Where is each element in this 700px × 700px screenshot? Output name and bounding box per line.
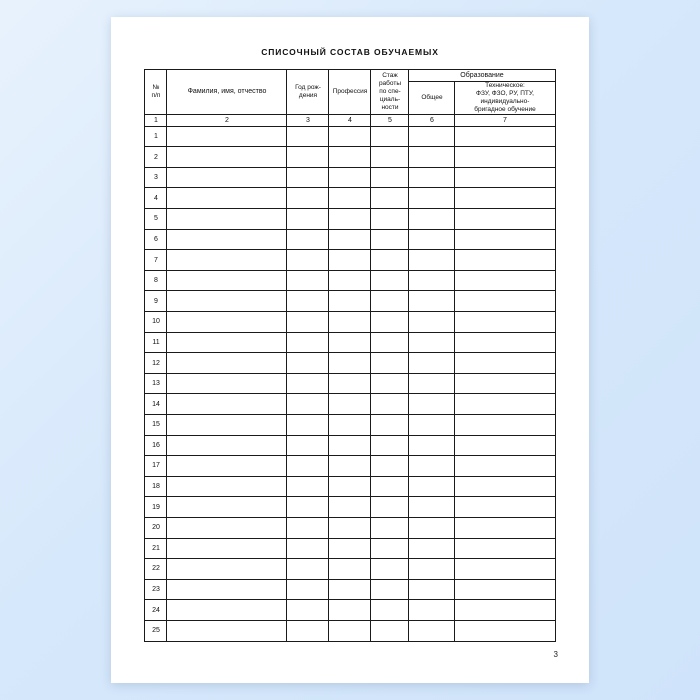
column-number-3: 3 [287,114,329,126]
cell-education-general[interactable] [409,373,455,394]
cell-birthyear[interactable] [287,332,329,353]
cell-fullname[interactable] [167,600,287,621]
cell-birthyear[interactable] [287,600,329,621]
cell-profession[interactable] [329,167,371,188]
cell-birthyear[interactable] [287,435,329,456]
cell-birthyear[interactable] [287,270,329,291]
table-row [145,353,555,374]
cell-education-general[interactable] [409,312,455,333]
students-register-table [144,69,555,642]
cell-profession[interactable] [329,126,371,147]
cell-birthyear[interactable] [287,394,329,415]
cell-education-technical[interactable] [455,291,555,312]
table-row [145,497,555,518]
cell-profession[interactable] [329,312,371,333]
cell-experience[interactable] [371,209,409,230]
table-body [145,126,555,641]
cell-experience[interactable] [371,373,409,394]
col-header-number [145,70,167,115]
col-header-number-line2: п/п [151,91,161,99]
cell-birthyear[interactable] [287,188,329,209]
cell-education-technical[interactable] [455,476,555,497]
cell-education-technical[interactable] [455,538,555,559]
cell-row-number: 5 [145,209,167,230]
cell-experience[interactable] [371,538,409,559]
cell-profession[interactable] [329,188,371,209]
cell-fullname[interactable] [167,415,287,436]
cell-education-technical[interactable] [455,456,555,477]
cell-experience[interactable] [371,291,409,312]
cell-experience[interactable] [371,579,409,600]
table-header-row-group [145,70,555,82]
cell-experience[interactable] [371,559,409,580]
cell-experience[interactable] [371,312,409,333]
table-row [145,415,555,436]
cell-education-general[interactable] [409,126,455,147]
cell-education-technical[interactable] [455,579,555,600]
cell-row-number: 6 [145,229,167,250]
cell-birthyear[interactable] [287,167,329,188]
cell-education-general[interactable] [409,270,455,291]
cell-education-general[interactable] [409,435,455,456]
cell-education-technical[interactable] [455,415,555,436]
col-header-technical-line1: Техническое: [485,82,525,89]
page-title: СПИСОЧНЫЙ СОСТАВ ОБУЧАЕМЫХ [261,47,439,57]
cell-education-technical[interactable] [455,373,555,394]
cell-row-number: 2 [145,147,167,168]
cell-education-technical[interactable] [455,435,555,456]
col-header-experience-line5: ности [381,103,399,111]
table-row [145,291,555,312]
cell-fullname[interactable] [167,579,287,600]
cell-birthyear[interactable] [287,456,329,477]
cell-birthyear[interactable] [287,517,329,538]
cell-profession[interactable] [329,373,371,394]
cell-fullname[interactable] [167,517,287,538]
table-row [145,456,555,477]
cell-education-technical[interactable] [455,250,555,271]
cell-education-general[interactable] [409,250,455,271]
cell-row-number: 14 [145,394,167,415]
cell-fullname[interactable] [167,497,287,518]
cell-profession[interactable] [329,291,371,312]
cell-education-general[interactable] [409,559,455,580]
cell-experience[interactable] [371,476,409,497]
col-header-education-general: Общее [409,82,455,115]
cell-row-number: 19 [145,497,167,518]
cell-experience[interactable] [371,394,409,415]
table-row [145,188,555,209]
document-page [111,17,589,683]
cell-profession[interactable] [329,394,371,415]
table-row [145,517,555,538]
cell-birthyear[interactable] [287,579,329,600]
col-header-experience [371,70,409,115]
col-header-number-line1: № [152,83,160,91]
table-row [145,209,555,230]
cell-profession[interactable] [329,209,371,230]
cell-education-technical[interactable] [455,167,555,188]
column-number-row [145,114,555,126]
cell-experience[interactable] [371,250,409,271]
col-header-experience-line1: Стаж [382,72,398,80]
table-row [145,250,555,271]
cell-profession[interactable] [329,579,371,600]
cell-fullname[interactable] [167,167,287,188]
cell-education-technical[interactable] [455,497,555,518]
cell-profession[interactable] [329,353,371,374]
cell-profession[interactable] [329,538,371,559]
cell-fullname[interactable] [167,270,287,291]
cell-fullname[interactable] [167,126,287,147]
column-number-5: 5 [371,114,409,126]
cell-birthyear[interactable] [287,476,329,497]
cell-fullname[interactable] [167,188,287,209]
cell-profession[interactable] [329,476,371,497]
cell-profession[interactable] [329,270,371,291]
cell-fullname[interactable] [167,456,287,477]
cell-profession[interactable] [329,435,371,456]
cell-education-general[interactable] [409,476,455,497]
table-row [145,559,555,580]
cell-education-technical[interactable] [455,126,555,147]
table-row [145,229,555,250]
cell-birthyear[interactable] [287,620,329,641]
cell-birthyear[interactable] [287,559,329,580]
cell-fullname[interactable] [167,373,287,394]
cell-education-general[interactable] [409,579,455,600]
column-number-7: 7 [455,114,555,126]
cell-experience[interactable] [371,517,409,538]
cell-fullname[interactable] [167,229,287,250]
cell-fullname[interactable] [167,312,287,333]
col-header-birthyear [287,70,329,115]
col-header-profession: Профессия [329,70,371,115]
cell-education-general[interactable] [409,415,455,436]
cell-experience[interactable] [371,332,409,353]
column-number-2: 2 [167,114,287,126]
cell-birthyear[interactable] [287,209,329,230]
cell-education-technical[interactable] [455,620,555,641]
cell-profession[interactable] [329,620,371,641]
cell-education-general[interactable] [409,353,455,374]
cell-experience[interactable] [371,229,409,250]
col-header-fullname: Фамилия, имя, отчество [167,70,287,115]
cell-fullname[interactable] [167,476,287,497]
cell-profession[interactable] [329,415,371,436]
col-header-technical-line3: индивидуально- [480,97,530,105]
cell-profession[interactable] [329,559,371,580]
cell-row-number: 22 [145,559,167,580]
cell-education-general[interactable] [409,291,455,312]
cell-education-general[interactable] [409,517,455,538]
cell-birthyear[interactable] [287,497,329,518]
cell-birthyear[interactable] [287,291,329,312]
table-row [145,394,555,415]
cell-row-number: 20 [145,517,167,538]
cell-fullname[interactable] [167,332,287,353]
cell-row-number: 18 [145,476,167,497]
table-row [145,126,555,147]
table-row [145,270,555,291]
cell-row-number: 10 [145,312,167,333]
cell-fullname[interactable] [167,620,287,641]
cell-fullname[interactable] [167,538,287,559]
column-number-4: 4 [329,114,371,126]
cell-fullname[interactable] [167,353,287,374]
cell-experience[interactable] [371,270,409,291]
cell-education-general[interactable] [409,600,455,621]
cell-education-technical[interactable] [455,188,555,209]
page-number: 3 [553,650,558,659]
cell-row-number: 8 [145,270,167,291]
cell-row-number: 4 [145,188,167,209]
cell-profession[interactable] [329,600,371,621]
cell-birthyear[interactable] [287,353,329,374]
cell-birthyear[interactable] [287,250,329,271]
cell-education-technical[interactable] [455,209,555,230]
cell-education-general[interactable] [409,497,455,518]
cell-birthyear[interactable] [287,415,329,436]
cell-birthyear[interactable] [287,147,329,168]
cell-education-technical[interactable] [455,559,555,580]
cell-education-general[interactable] [409,538,455,559]
cell-experience[interactable] [371,167,409,188]
table-row [145,312,555,333]
cell-experience[interactable] [371,147,409,168]
cell-experience[interactable] [371,435,409,456]
cell-row-number: 12 [145,353,167,374]
cell-profession[interactable] [329,332,371,353]
cell-row-number: 25 [145,620,167,641]
table-row [145,147,555,168]
cell-education-general[interactable] [409,147,455,168]
cell-experience[interactable] [371,415,409,436]
table-header [145,70,555,127]
cell-education-general[interactable] [409,456,455,477]
cell-row-number: 11 [145,332,167,353]
col-header-birthyear-line2: дения [298,91,318,99]
table-row [145,476,555,497]
table-row [145,538,555,559]
cell-education-general[interactable] [409,332,455,353]
cell-experience[interactable] [371,188,409,209]
col-header-education-technical [455,82,555,115]
cell-row-number: 7 [145,250,167,271]
cell-profession[interactable] [329,250,371,271]
cell-education-technical[interactable] [455,332,555,353]
cell-fullname[interactable] [167,209,287,230]
cell-row-number: 13 [145,373,167,394]
cell-education-technical[interactable] [455,394,555,415]
cell-experience[interactable] [371,353,409,374]
col-header-technical-line4: бригадное обучение [474,105,536,113]
cell-education-technical[interactable] [455,600,555,621]
cell-education-technical[interactable] [455,312,555,333]
col-header-experience-line3: по спе- [379,87,401,95]
cell-education-general[interactable] [409,229,455,250]
cell-education-technical[interactable] [455,517,555,538]
cell-fullname[interactable] [167,291,287,312]
cell-fullname[interactable] [167,435,287,456]
cell-birthyear[interactable] [287,229,329,250]
cell-education-technical[interactable] [455,147,555,168]
cell-row-number: 23 [145,579,167,600]
cell-fullname[interactable] [167,394,287,415]
cell-profession[interactable] [329,147,371,168]
table-row [145,435,555,456]
cell-birthyear[interactable] [287,538,329,559]
col-header-technical-line2: ФЗУ, ФЗО, РУ, ПТУ, [476,89,534,97]
cell-education-general[interactable] [409,209,455,230]
cell-education-technical[interactable] [455,353,555,374]
table-row [145,600,555,621]
cell-row-number: 1 [145,126,167,147]
page-content [140,39,560,659]
cell-education-general[interactable] [409,188,455,209]
cell-birthyear[interactable] [287,126,329,147]
column-number-1: 1 [145,114,167,126]
cell-profession[interactable] [329,229,371,250]
table-row [145,332,555,353]
table-row [145,373,555,394]
cell-birthyear[interactable] [287,373,329,394]
cell-experience[interactable] [371,126,409,147]
cell-education-technical[interactable] [455,229,555,250]
column-number-6: 6 [409,114,455,126]
cell-row-number: 9 [145,291,167,312]
cell-fullname[interactable] [167,147,287,168]
cell-birthyear[interactable] [287,312,329,333]
cell-fullname[interactable] [167,250,287,271]
cell-experience[interactable] [371,600,409,621]
col-header-birthyear-line1: Год рож- [295,83,321,91]
cell-experience[interactable] [371,456,409,477]
cell-row-number: 17 [145,456,167,477]
cell-row-number: 16 [145,435,167,456]
cell-education-general[interactable] [409,167,455,188]
cell-education-general[interactable] [409,620,455,641]
cell-experience[interactable] [371,497,409,518]
table-row [145,579,555,600]
cell-profession[interactable] [329,456,371,477]
cell-row-number: 3 [145,167,167,188]
cell-profession[interactable] [329,497,371,518]
cell-education-technical[interactable] [455,270,555,291]
cell-row-number: 15 [145,415,167,436]
table-row [145,620,555,641]
cell-education-general[interactable] [409,394,455,415]
cell-row-number: 24 [145,600,167,621]
col-header-experience-line2: работы [378,79,402,87]
cell-row-number: 21 [145,538,167,559]
col-header-experience-line4: циаль- [379,95,401,103]
cell-experience[interactable] [371,620,409,641]
cell-profession[interactable] [329,517,371,538]
table-row [145,167,555,188]
col-header-education-group: Образование [409,70,555,82]
cell-fullname[interactable] [167,559,287,580]
